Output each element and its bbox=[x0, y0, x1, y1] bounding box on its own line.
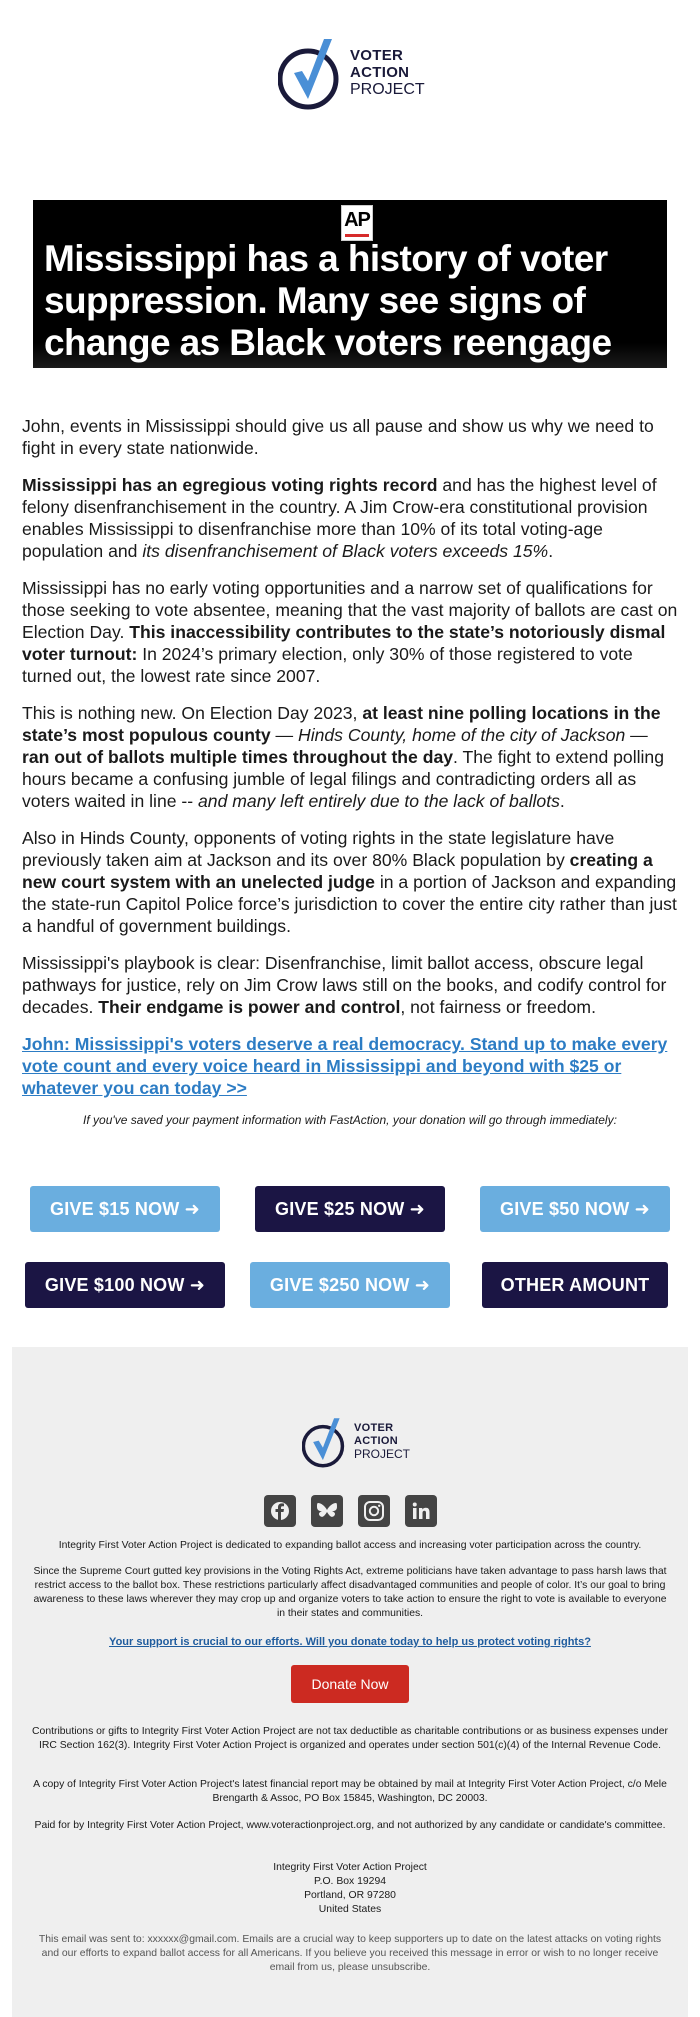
social-icons bbox=[264, 1495, 437, 1527]
give-100-button[interactable]: GIVE $100 NOW ➜ bbox=[25, 1262, 225, 1308]
give-50-button[interactable]: GIVE $50 NOW ➜ bbox=[480, 1186, 670, 1232]
logo-line-2: ACTION bbox=[350, 63, 410, 81]
give-25-button[interactable]: GIVE $25 NOW ➜ bbox=[255, 1186, 445, 1232]
butterfly-icon[interactable] bbox=[311, 1495, 343, 1527]
instagram-icon[interactable] bbox=[358, 1495, 390, 1527]
footer-checkmark-logo-icon bbox=[302, 1413, 348, 1471]
checkmark-logo-icon bbox=[278, 33, 344, 113]
address-name: Integrity First Voter Action Project bbox=[273, 1862, 427, 1873]
address-city: Portland, OR 97280 bbox=[304, 1890, 396, 1901]
give-15-button[interactable]: GIVE $15 NOW ➜ bbox=[30, 1186, 220, 1232]
fastaction-note: If you've saved your payment information with FastAction, your donation will go through immediately: bbox=[83, 1113, 617, 1127]
hero-headline: Mississippi has a history of voter suppression. Many see signs of change as Black voters reengage bbox=[44, 238, 612, 363]
email-body bbox=[22, 415, 678, 1099]
footer-support-link[interactable]: Your support is crucial to our efforts. Will you donate today to help us protect voting rights? bbox=[109, 1636, 591, 1648]
ap-badge-text: AP bbox=[344, 209, 370, 231]
footer-mission: Integrity First Voter Action Project is dedicated to expanding ballot access and increasing voter participation across the country. bbox=[58, 1540, 642, 1551]
footer-email-note: This email was sent to: xxxxxx@gmail.com. Emails are a crucial way to keep supporters up to date on the latest attacks on voting rights and our efforts to expand ballot access for all Americans. If you believe you received this message in error or wish to no longer receive email from us, please unsubscribe. bbox=[38, 1934, 662, 1973]
logo-line-3: PROJECT bbox=[350, 81, 425, 99]
footer-address bbox=[12, 1861, 688, 1917]
paragraph-election-day: This is nothing new. On Election Day 2023, at least nine polling locations in the state’s most populous county — Hinds County, home of the city of Jackson — ran out of ballots multiple times throughout the day. The fight to extend polling hours became a confusing jumble of legal filings and contradicting orders all as voters waited in line -- and many left entirely due to the lack of ballots. bbox=[22, 703, 664, 811]
footer-tax-note: Contributions or gifts to Integrity First Voter Action Project are not tax deductible as charitable contributions or as business expenses under IRC Section 162(3). Integrity First Voter Action Project is organized and operates under section 501(c)(4) of the Internal Revenue Code. bbox=[32, 1726, 668, 1751]
other-amount-button[interactable]: OTHER AMOUNT bbox=[482, 1262, 668, 1308]
facebook-icon[interactable] bbox=[264, 1495, 296, 1527]
ap-logo-icon bbox=[341, 205, 373, 241]
paragraph-intro: John, events in Mississippi should give us all pause and show us why we need to fight in every state nationwide. bbox=[22, 416, 654, 458]
footer-financial-report: A copy of Integrity First Voter Action Project's latest financial report may be obtained by mail at Integrity First Voter Action Project, c/o Mele Brengarth & Assoc, PO Box 15845, Washington, DC 20003. bbox=[33, 1779, 667, 1804]
footer-since-text: Since the Supreme Court gutted key provisions in the Voting Rights Act, extreme politicians have taken advantage to pass harsh laws that restrict access to the ballot box. These restrictions particularly affect disadvantaged communities and people of color. It’s our goal to bring awareness to these laws wherever they may crop up and organize voters to take action to ensure the right to vote is available to everyone in their states and communities. bbox=[33, 1566, 667, 1619]
paragraph-hinds-county: Also in Hinds County, opponents of voting rights in the state legislature have previously taken aim at Jackson and its over 80% Black population by creating a new court system with an unelected judge in a portion of Jackson and expanding the state-run Capitol Police force’s jurisdiction to cover the entire city rather than just a handful of government buildings. bbox=[22, 828, 677, 936]
donate-now-button[interactable]: Donate Now bbox=[291, 1665, 409, 1703]
logo-wordmark bbox=[350, 47, 425, 100]
footer-logo-wordmark bbox=[354, 1422, 410, 1461]
give-250-button[interactable]: GIVE $250 NOW ➜ bbox=[250, 1262, 450, 1308]
footer bbox=[12, 1347, 688, 2017]
voter-action-project-logo[interactable] bbox=[278, 28, 428, 118]
paragraph-early-voting: Mississippi has no early voting opportunities and a narrow set of qualifications for those seeking to vote absentee, meaning that the vast majority of ballots are cast on Election Day. This inaccessibility contributes to the state’s notoriously dismal voter turnout: In 2024’s primary election, only 30% of those registered to vote turned out, the lowest rate since 2007. bbox=[22, 578, 678, 686]
donate-cta-link[interactable]: John: Mississippi's voters deserve a real democracy. Stand up to make every vote count and every voice heard in Mississippi and beyond with $25 or whatever you can today >> bbox=[22, 1034, 668, 1098]
paragraph-voting-record: Mississippi has an egregious voting rights record and has the highest level of felony disenfranchisement in the country. A Jim Crow-era constitutional provision enables Mississippi to disenfranchise more than 10% of its total voting-age population and its disenfranchisement of Black voters exceeds 15%. bbox=[22, 475, 657, 561]
footer-logo-line-2: ACTION bbox=[354, 1435, 398, 1448]
footer-logo-line-3: PROJECT bbox=[354, 1446, 411, 1461]
address-po-box: P.O. Box 19294 bbox=[313, 1876, 387, 1887]
footer-logo-line-1: VOTER bbox=[354, 1422, 394, 1435]
footer-paid-for: Paid for by Integrity First Voter Action Project, www.voteractionproject.org, and not authorized by any candidate or candidate's committee. bbox=[34, 1820, 666, 1831]
paragraph-playbook: Mississippi's playbook is clear: Disenfranchise, limit ballot access, obscure legal pathways for justice, rely on Jim Crow laws still on the books, and codify control for decades. Their endgame is power and control, not fairness or freedom. bbox=[22, 953, 667, 1017]
ap-headline-banner[interactable] bbox=[33, 200, 667, 368]
footer-logo[interactable] bbox=[302, 1407, 412, 1477]
linkedin-icon[interactable] bbox=[405, 1495, 437, 1527]
logo-line-1: VOTER bbox=[350, 46, 404, 64]
address-country: United States bbox=[318, 1904, 382, 1915]
